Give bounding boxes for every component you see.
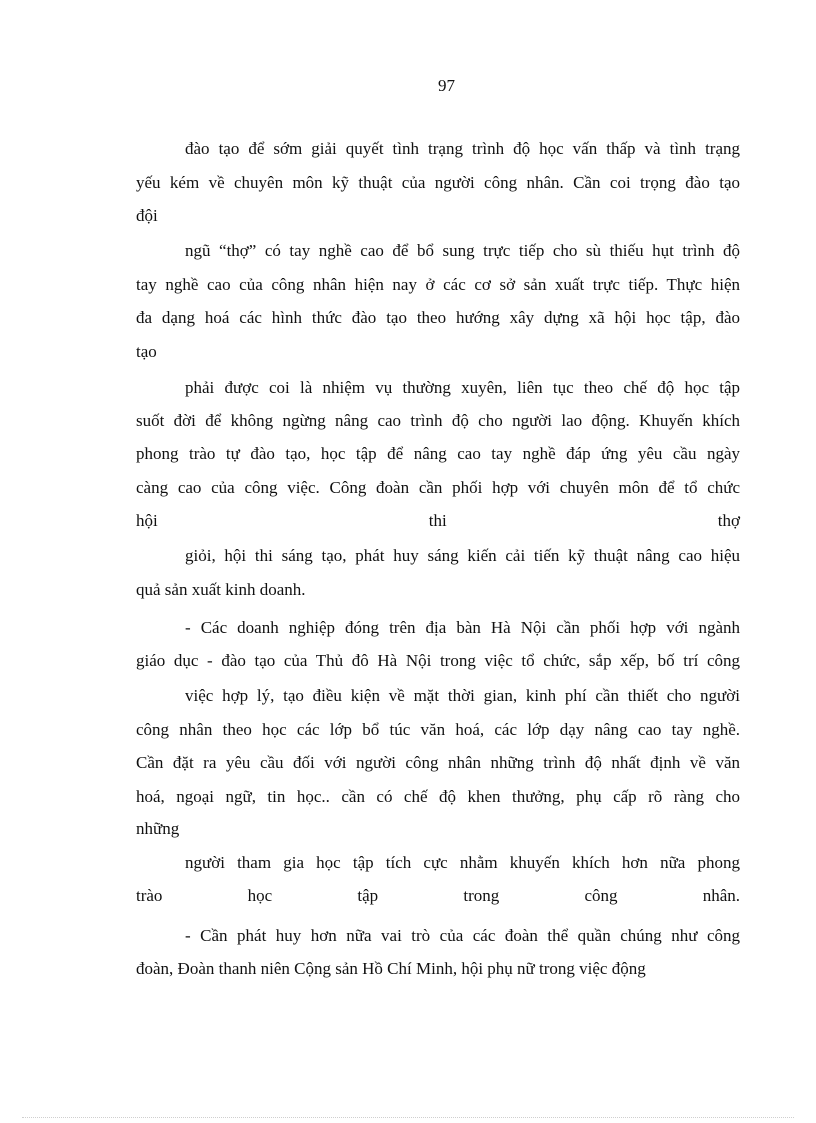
text-line: trào học tập trong công nhân. bbox=[136, 886, 740, 905]
text-line: tạo bbox=[136, 342, 157, 361]
text-line: tay nghề cao của công nhân hiện nay ở các cơ sở sản xuất trực tiếp. Thực hiện bbox=[136, 275, 740, 294]
text-line: - Các doanh nghiệp đóng trên địa bàn Hà Nội cần phối hợp với ngành bbox=[185, 618, 740, 637]
text-line: suốt đời để không ngừng nâng cao trình độ cho người lao động. Khuyến khích bbox=[136, 411, 740, 430]
text-line: đào tạo để sớm giải quyết tình trạng trình độ học vấn thấp và tình trạng bbox=[185, 139, 740, 158]
text-line: càng cao của công việc. Công đoàn cần phối hợp với chuyên môn để tổ chức bbox=[136, 478, 740, 497]
text-line: người tham gia học tập tích cực nhằm khuyến khích hơn nữa phong bbox=[185, 853, 740, 872]
text-line: việc hợp lý, tạo điều kiện về mặt thời gian, kinh phí cần thiết cho người bbox=[185, 686, 740, 705]
text-line: đội bbox=[136, 206, 158, 225]
text-line: yếu kém về chuyên môn kỹ thuật của người công nhân. Cần coi trọng đào tạo bbox=[136, 173, 740, 192]
text-line: phải được coi là nhiệm vụ thường xuyên, liên tục theo chế độ học tập bbox=[185, 378, 740, 397]
text-line: những bbox=[136, 819, 180, 838]
page-bottom-rule bbox=[22, 1117, 794, 1118]
text-line: giỏi, hội thi sáng tạo, phát huy sáng kiến cải tiến kỹ thuật nâng cao hiệu bbox=[185, 546, 740, 565]
text-line: phong trào tự đào tạo, học tập để nâng cao tay nghề đáp ứng yêu cầu ngày bbox=[136, 444, 740, 463]
text-line: hội thi thợ bbox=[136, 511, 740, 530]
text-line: Cần đặt ra yêu cầu đối với người công nhân những trình độ nhất định về văn bbox=[136, 753, 740, 772]
page-number: 97 bbox=[438, 76, 455, 95]
text-line: giáo dục - đào tạo của Thủ đô Hà Nội trong việc tổ chức, sắp xếp, bố trí công bbox=[136, 651, 740, 670]
text-line: quả sản xuất kinh doanh. bbox=[136, 580, 306, 599]
text-line: công nhân theo học các lớp bổ túc văn hoá, các lớp dạy nâng cao tay nghề. bbox=[136, 720, 740, 739]
text-line: đa dạng hoá các hình thức đào tạo theo hướng xây dựng xã hội học tập, đào bbox=[136, 308, 740, 327]
text-line: đoàn, Đoàn thanh niên Cộng sản Hồ Chí Minh, hội phụ nữ trong việc động bbox=[136, 959, 646, 978]
text-line: hoá, ngoại ngữ, tin học.. cần có chế độ khen thưởng, phụ cấp rõ ràng cho bbox=[136, 787, 740, 806]
text-line: ngũ “thợ” có tay nghề cao để bổ sung trực tiếp cho sù thiếu hụt trình độ bbox=[185, 241, 740, 260]
text-line: - Cần phát huy hơn nữa vai trò của các đoàn thể quần chúng như công bbox=[185, 926, 740, 945]
